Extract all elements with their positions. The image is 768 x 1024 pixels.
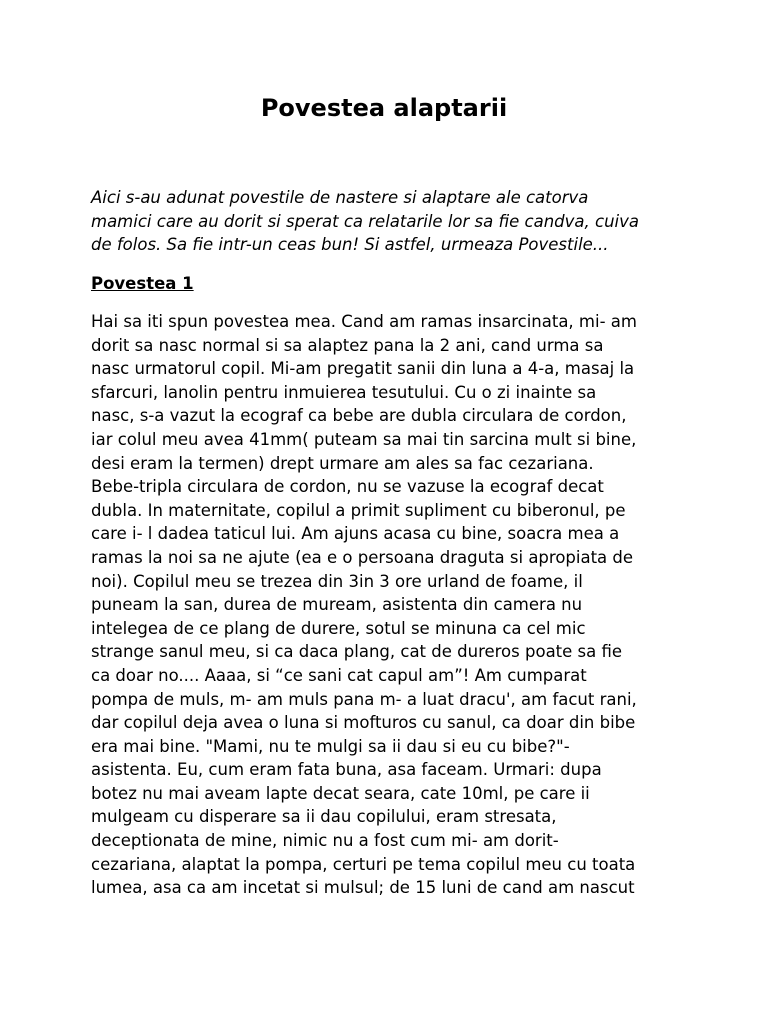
intro-paragraph — [91, 186, 691, 257]
story-line: lumea, asa ca am incetat si mulsul; de 15 luni de cand am nascut — [91, 878, 635, 898]
story-line: noi). Copilul meu se trezea din 3in 3 ore urland de foame, il — [91, 571, 583, 591]
story-line: asistenta. Eu, cum eram fata buna, asa faceam. Urmari: dupa — [91, 760, 602, 780]
story-line: strange sanul meu, si ca daca plang, cat de dureros poate sa fie — [91, 642, 623, 662]
story-line: nasc, s-a vazut la ecograf ca bebe are dubla circulara de cordon, — [91, 406, 627, 426]
story-line: iar colul meu avea 41mm( puteam sa mai tin sarcina mult si bine, — [91, 429, 637, 449]
story-line: dorit sa nasc normal si sa alaptez pana la 2 ani, cand urma sa — [91, 335, 604, 355]
story-line: mulgeam cu disperare sa ii dau copilului, eram stresata, — [91, 807, 557, 827]
story-line: ramas la noi sa ne ajute (ea e o persoana draguta si apropiata de — [91, 547, 634, 567]
story-line: ca doar no.... Aaaa, si “ce sani cat capul am”! Am cumparat — [91, 665, 587, 685]
page-title: Povestea alaptarii — [260, 94, 508, 122]
story-line: botez nu mai aveam lapte decat seara, cate 10ml, pe care ii — [91, 783, 590, 803]
story-line: desi eram la termen) drept urmare am ales sa fac cezariana. — [91, 453, 594, 473]
story-line: sfarcuri, lanolin pentru inmuierea tesutului. Cu o zi inainte sa — [91, 382, 597, 402]
story-line: cezariana, alaptat la pompa, certuri pe tema copilul meu cu toata — [91, 854, 636, 874]
story-line: care i- l dadea taticul lui. Am ajuns acasa cu bine, soacra mea a — [91, 524, 620, 544]
intro-line: Aici s-au adunat povestile de nastere si alaptare ale catorva — [91, 188, 589, 207]
intro-line: mamici care au dorit si sperat ca relatarile lor sa fie candva, cuiva — [91, 211, 639, 231]
story-line: pompa de muls, m- am muls pana m- a luat dracu', am facut rani, — [91, 689, 637, 709]
intro-line: de folos. Sa fie intr-un ceas bun! Si astfel, urmeaza Povestile... — [91, 235, 609, 255]
story-line: nasc urmatorul copil. Mi-am pregatit sanii din luna a 4-a, masaj la — [91, 359, 635, 379]
story-line: Hai sa iti spun povestea mea. Cand am ramas insarcinata, mi- am — [91, 312, 637, 331]
story-paragraph — [91, 310, 691, 900]
story-line: era mai bine. "Mami, nu te mulgi sa ii dau si eu cu bibe?"- — [91, 736, 570, 756]
story-line: deceptionata de mine, nimic nu a fost cum mi- am dorit- — [91, 831, 559, 851]
story-line: intelegea de ce plang de durere, sotul se minuna ca cel mic — [91, 618, 586, 638]
story-line: dubla. In maternitate, copilul a primit supliment cu biberonul, pe — [91, 500, 626, 520]
story-line: Bebe-tripla circulara de cordon, nu se vazuse la ecograf decat — [91, 477, 604, 497]
story-line: puneam la san, durea de muream, asistenta din camera nu — [91, 595, 583, 615]
section-heading: Povestea 1 — [91, 274, 194, 293]
story-line: dar copilul deja avea o luna si mofturos cu sanul, ca doar din bibe — [91, 713, 636, 733]
